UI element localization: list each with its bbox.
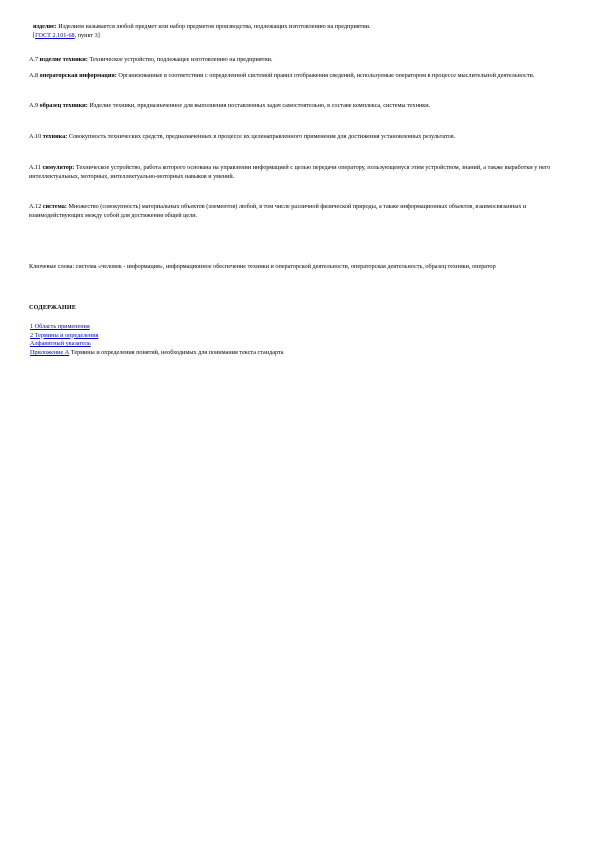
keywords-paragraph <box>29 263 569 272</box>
entry-a8 <box>29 72 569 81</box>
toc-item <box>30 340 284 349</box>
entry-definition: Техническое устройство, работа которого основана на управлении информацией с целью передачи оператору, пользующемуся этим устройством, знаний, а также выработки у него интеллектуальных, моторных, интеллектуально-моторных навыков и умений. <box>29 164 551 180</box>
entry-number: А.11 <box>29 164 41 171</box>
entry-a12 <box>29 203 569 220</box>
entry-number: А.7 <box>29 56 39 63</box>
entry-number: А.9 <box>29 102 39 109</box>
entry-number: А.10 <box>29 133 42 140</box>
reference-bracket: [ <box>33 31 36 39</box>
entry-number: А.8 <box>29 72 39 79</box>
entry-term: техника: <box>42 133 68 140</box>
entry-term: изделие: <box>33 23 57 30</box>
gost-reference-link[interactable]: ГОСТ 2.101-68 <box>35 31 75 39</box>
entry-a11 <box>29 164 569 181</box>
toc-item <box>30 323 284 332</box>
toc-item-description: Термины и определения понятий, необходимых для понимания текста стандарта <box>69 349 284 357</box>
entry-definition: Совокупность технических средств, предназначенных в процессе их целенаправленного применения для достижения установленных результатов. <box>67 133 456 140</box>
entry-definition: Множество (совокупность) материальных объектов (элементов) любой, в том числе различной физической природы, а также информационных объектов, взаимосвязанных и взаимодействующих между собой для достижения общей цели. <box>29 203 527 219</box>
toc-link-terms[interactable]: 2 Термины и определения <box>30 331 99 339</box>
keywords-text: система «человек - информация», информационное обеспечение техники и операторской деятельности, операторская деятельность, образец техники, оператор <box>74 263 496 270</box>
entry-term: система: <box>42 203 67 210</box>
entry-term: образец техники: <box>39 102 88 109</box>
entry-a7 <box>29 56 569 65</box>
entry-definition: Изделие техники, предназначенное для выполнения поставленных задач самостоятельно, в составе комплекса, системы техники. <box>87 102 431 109</box>
toc-link-index[interactable]: Алфавитный указатель <box>30 340 91 348</box>
reference-tail: , пункт 3] <box>74 31 100 39</box>
entry-term: операторская информация: <box>39 72 117 79</box>
entry-definition: Изделием называется любой предмет или набор предметов производства, подлежащих изготовлению на предприятии. <box>56 23 371 30</box>
entry-number: А.12 <box>29 203 42 210</box>
entry-term: изделие техники: <box>39 56 88 63</box>
keywords-label: Ключевые слова: <box>29 263 75 270</box>
entry-a10 <box>29 133 569 142</box>
toc-item <box>30 349 284 358</box>
toc-link-scope[interactable]: 1 Область применения <box>30 323 90 330</box>
table-of-contents <box>30 323 284 358</box>
entry-term: симулятор: <box>42 164 75 171</box>
toc-title: СОДЕРЖАНИЕ <box>29 304 77 311</box>
entry-definition: Техническое устройство, подлежащее изготовлению на предприятии. <box>87 56 273 63</box>
entry-definition: Организованные в соответствии с определенной системой правил отображения сведений, используемые оператором в процессе мыслительной деятельности. <box>116 72 535 79</box>
toc-link-appendix-a[interactable]: Приложение А <box>30 349 70 357</box>
toc-item <box>30 332 284 341</box>
entry-izdelie <box>33 23 568 40</box>
entry-a9 <box>29 102 569 111</box>
